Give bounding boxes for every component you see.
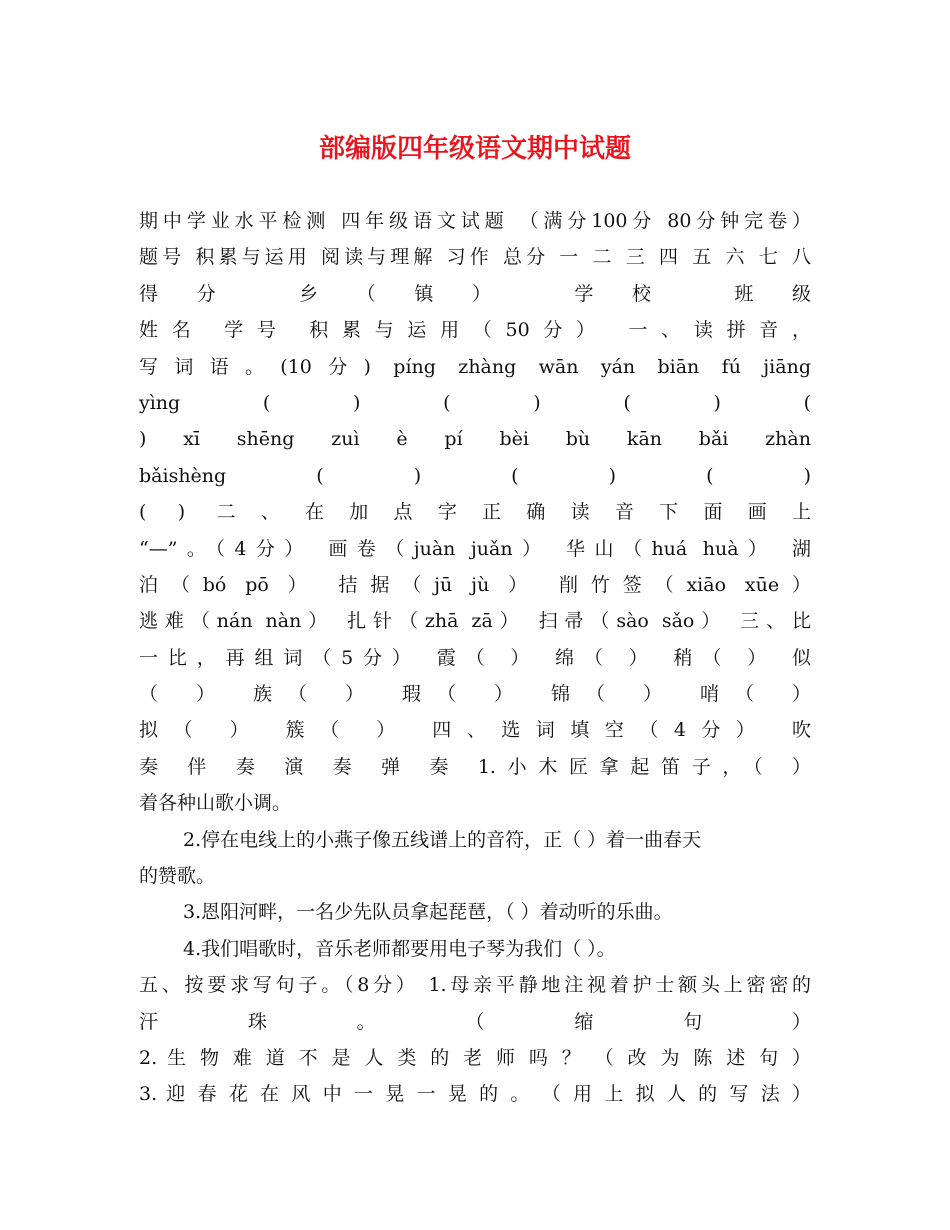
page-title: 部编版四年级语文期中试题 (318, 134, 631, 164)
text-line: 五、按要求写句子。（8分） 1.母亲平静地注视着护士额头上密密的 (139, 974, 811, 997)
text-line: yìng ( ) ( ) ( ) ( (139, 391, 811, 414)
text-line: ) xī shēng zuì è pí bèi bù kān bǎi zhàn (139, 428, 811, 451)
text-line: 着各种山歌小调。 (139, 792, 292, 815)
text-line: 泊（bó pō ） 拮据（jū jù ） 削竹签（xiāo xūe） (139, 573, 811, 596)
text-line: 期中学业水平检测 四年级语文试题 （满分100分 80分钟完卷） (139, 210, 811, 232)
text-line: 汗 珠 。 （ 缩 句 ） (139, 1010, 811, 1033)
text-line: 奏 伴 奏 演 奏 弹 奏 1.小木匠拿起笛子，（ ） (139, 755, 811, 778)
text-line: 3.恩阳河畔，一名少先队员拿起琵琶，（ ）着动听的乐曲。 (183, 901, 673, 924)
text-line: 4.我们唱歌时，音乐老师都要用电子琴为我们（ ）。 (183, 937, 616, 960)
text-line: 2. 生 物 难 道 不 是 人 类 的 老 师 吗 ？ （ 改 为 陈 述 句 ） (139, 1046, 811, 1069)
text-line: 一比，再组词（5分） 霞（ ） 绵（ ） 稍（ ） 似 (139, 646, 811, 669)
text-line: 3. 迎 春 花 在 风 中 一 晃 一 晃 的 。 （ 用 上 拟 人 的 写 法 ） (139, 1083, 811, 1106)
text-line: 的赞歌。 (139, 865, 216, 888)
text-line: 逃难（nán nàn） 扎针（zhā zā） 扫帚（sào sǎo） 三、比 (139, 610, 811, 633)
text-line: 拟（ ） 簇（ ） 四、选词填空（4分） 吹 (139, 719, 811, 742)
text-line: （ ） 族（ ） 瑕（ ） 锦（ ） 哨（ ） (139, 683, 811, 706)
document-body (139, 203, 811, 1113)
text-line: 题号 积累与运用 阅读与理解 习作 总分 一 二 三 四 五 六 七 八 (139, 246, 811, 269)
text-line: bǎishèng ( ) ( ) ( ) (139, 464, 811, 487)
text-line: 写词语。(10分) píng zhàng wān yán biān fú jiāng (139, 355, 811, 378)
text-line: 2.停在电线上的小燕子像五线谱上的音符，正（ ）着一曲春天 (183, 828, 702, 851)
text-line: 姓名 学号 积累与运用（50分） 一、读拼音， (139, 319, 811, 342)
text-line: “—”。（4分） 画卷（juàn juǎn） 华山（huá huà） 湖 (139, 537, 811, 560)
text-line: 得分 乡（镇） 学校 班级 (139, 282, 811, 305)
text-line: ( ) 二、在加点字正确读音下面画上 (139, 501, 811, 524)
